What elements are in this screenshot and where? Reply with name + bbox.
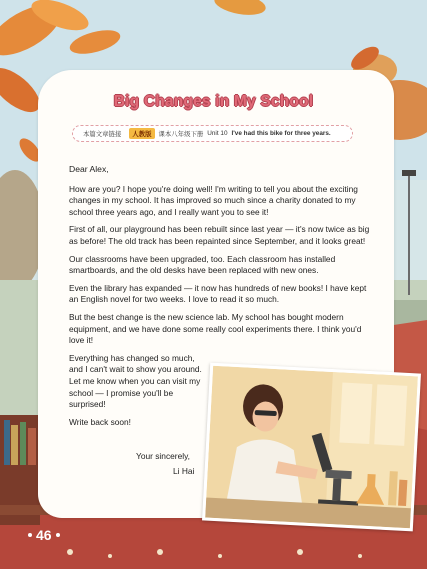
page-dot-right bbox=[56, 533, 60, 537]
letter-greeting: Dear Alex, bbox=[69, 164, 109, 174]
textbook-link-box bbox=[72, 125, 353, 142]
letter-closing-paragraph: Everything has changed so much, and I can't wait to show you around. Let me know when you can visit my school — I promise you'll be surprised! bbox=[69, 352, 202, 410]
link-label: 本篇文章链接 bbox=[83, 131, 122, 138]
page-dot-left bbox=[28, 533, 32, 537]
page-title: Big Changes in My School bbox=[113, 93, 314, 110]
letter-paragraph: Even the library has expanded — it now has hundreds of new books! I have kept an English novel for two weeks. I love to read it so much. bbox=[69, 282, 367, 305]
page-number-text: 46 bbox=[36, 527, 52, 543]
letter-signature: Li Hai bbox=[173, 466, 195, 476]
letter-paragraph: How are you? I hope you're doing well! I'm writing to tell you about the exciting changes in my school. It has improved so much since a charity donated to my school three years ago, and I really want you to see it! bbox=[69, 183, 358, 217]
scientist-microscope-image bbox=[205, 366, 418, 529]
letter-closing: Your sincerely, bbox=[136, 451, 190, 461]
course-label: 课本八年级下册 bbox=[158, 131, 204, 138]
science-lab-illustration bbox=[202, 363, 421, 532]
letter-paragraph: First of all, our playground has been rebuilt since last year — it's now twice as big as before! The old track has been repainted since September, and it looks great! bbox=[69, 224, 370, 246]
unit-title: I've had this bike for three years. bbox=[231, 130, 331, 137]
unit-label: Unit 10 bbox=[207, 130, 228, 137]
letter-paragraph: But the best change is the new science lab. My school has bought modern equipment, and we have done some really cool experiments there. I think you'd love it! bbox=[69, 311, 362, 346]
page-number bbox=[19, 527, 69, 543]
edition-tag: 人教版 bbox=[129, 128, 154, 139]
letter-sign-off: Write back soon! bbox=[69, 416, 131, 427]
letter-paragraph: Our classrooms have been upgraded, too. Each classroom has installed smartboards, and the old desks have been replaced with new ones. bbox=[69, 253, 336, 276]
